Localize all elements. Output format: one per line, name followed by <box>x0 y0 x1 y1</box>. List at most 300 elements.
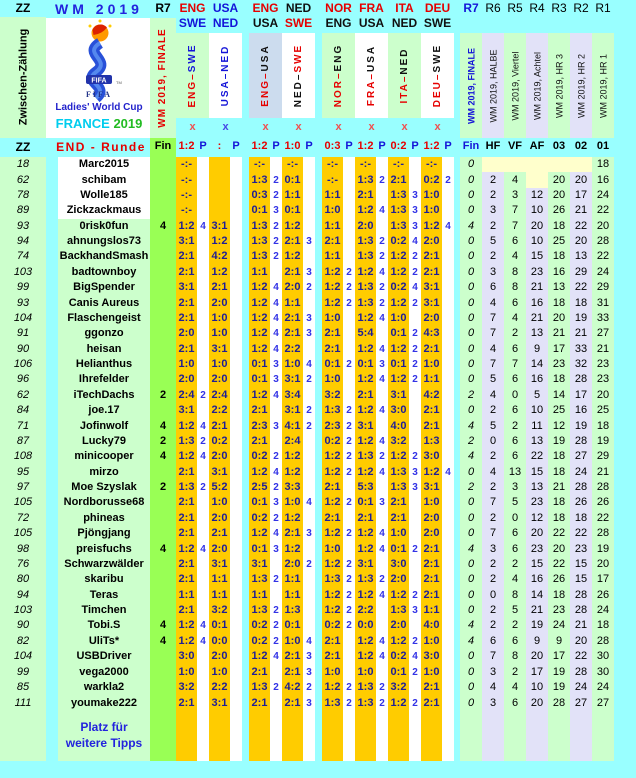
margin-cell <box>614 465 636 480</box>
points-cell <box>197 572 209 587</box>
points-cell <box>376 157 388 172</box>
tip-cell: 1:3 <box>388 219 409 234</box>
round-score-cell: 16 <box>526 372 548 387</box>
tip-cell: 0:2 <box>249 449 270 464</box>
points-stripe <box>303 711 315 761</box>
round-score-cell: 22 <box>570 280 592 295</box>
table-row <box>0 511 636 526</box>
fin-right-cell: 0 <box>460 695 482 711</box>
fin-right-cell: 0 <box>460 557 482 572</box>
player-name-cell: mirzo <box>58 465 150 480</box>
points-cell <box>442 449 454 464</box>
points-cell: 4 <box>409 280 421 295</box>
end-row-fin-label: Fin <box>154 140 172 152</box>
tip-cell <box>209 188 230 203</box>
tip-cell: 1:2 <box>421 465 442 480</box>
round-score-cell: 14 <box>548 388 570 403</box>
round-score-cell: 20 <box>570 172 592 187</box>
gap-cell <box>315 634 322 649</box>
table-row <box>0 157 636 172</box>
round-score-cell <box>482 157 504 172</box>
tip-cell: 1:2 <box>355 403 376 418</box>
points-cell <box>343 342 355 357</box>
match-home-label: NED <box>285 1 312 15</box>
tip-cell: 1:2 <box>176 219 197 234</box>
points-cell <box>230 265 242 280</box>
match-result: 1:2 <box>251 140 268 152</box>
zz-cell: 94 <box>0 588 46 603</box>
tip-cell: 1:3 <box>388 188 409 203</box>
tip-cell: 3:0 <box>176 649 197 664</box>
sidebar-rotated-label: Zwischen-Zählung <box>17 28 30 126</box>
match-home-label: ENG <box>179 1 206 15</box>
tip-cell: 3:4 <box>282 388 303 403</box>
tip-cell: 1:0 <box>209 495 230 510</box>
points-cell: 2 <box>270 634 282 649</box>
tip-cell: 2:0 <box>388 572 409 587</box>
match-rotated-home: ITA– <box>399 74 410 104</box>
points-cell <box>230 680 242 695</box>
tip-stripe <box>249 711 270 761</box>
fin-right-cell: 0 <box>460 249 482 264</box>
round-score-cell: 4 <box>482 388 504 403</box>
points-cell <box>270 434 282 449</box>
zz-cell: 91 <box>0 326 46 341</box>
tip-cell: 1:1 <box>249 588 270 603</box>
tip-cell: 2:1 <box>421 541 442 556</box>
points-cell <box>409 526 421 541</box>
zz-cell: 95 <box>0 465 46 480</box>
tip-cell: 2:1 <box>282 311 303 326</box>
gap-cell <box>46 526 58 541</box>
table-row <box>0 695 636 711</box>
gap-cell <box>46 603 58 618</box>
round-score-cell: 6 <box>504 634 526 649</box>
tip-cell: 2:0 <box>282 557 303 572</box>
points-cell <box>442 249 454 264</box>
points-cell <box>230 649 242 664</box>
round-score-cell: 29 <box>570 265 592 280</box>
round-score-cell: 6 <box>504 541 526 556</box>
round-label: R6 <box>485 1 501 15</box>
points-cell <box>376 188 388 203</box>
points-cell <box>230 465 242 480</box>
points-cell <box>442 695 454 711</box>
round-score-cell: 13 <box>570 249 592 264</box>
round-head: 03 <box>552 140 566 152</box>
tip-cell: 1:3 <box>355 280 376 295</box>
tip-cell: 3:2 <box>176 680 197 695</box>
zz-cell: 94 <box>0 234 46 249</box>
zz-column-header: ZZ <box>15 1 31 15</box>
fin-left-cell <box>150 680 176 695</box>
points-cell: 4 <box>197 541 209 556</box>
points-cell <box>303 172 315 187</box>
tip-cell: 1:2 <box>388 449 409 464</box>
points-cell: 4 <box>409 234 421 249</box>
tip-cell: 1:2 <box>282 249 303 264</box>
gap-cell <box>242 234 249 249</box>
fin-right-cell: 2 <box>460 434 482 449</box>
gap-cell <box>242 295 249 310</box>
round-score-cell: 18 <box>548 511 570 526</box>
round-score-cell: 28 <box>570 480 592 495</box>
round-score-cell <box>504 157 526 172</box>
points-cell: 2 <box>343 680 355 695</box>
match-x-mark: x <box>222 121 229 133</box>
tip-cell: 1:2 <box>355 434 376 449</box>
tip-cell: 0:1 <box>282 172 303 187</box>
tip-cell: 2:1 <box>249 434 270 449</box>
margin-cell <box>614 172 636 187</box>
round-score-cell: 8 <box>504 280 526 295</box>
fin-left-cell <box>150 588 176 603</box>
points-cell: 4 <box>270 342 282 357</box>
points-cell <box>197 265 209 280</box>
round-score-cell: 14 <box>526 357 548 372</box>
gap-cell <box>315 157 322 172</box>
tip-cell: 1:0 <box>388 526 409 541</box>
table-row <box>0 219 636 234</box>
tournament-logo <box>46 18 152 138</box>
points-cell: 4 <box>376 465 388 480</box>
gap-cell <box>46 372 58 387</box>
margin-cell <box>614 495 636 510</box>
gap-cell <box>242 418 249 433</box>
gap-cell <box>315 203 322 218</box>
round-score-cell <box>548 157 570 172</box>
tip-cell: 2:1 <box>388 172 409 187</box>
fin-right-cell: 0 <box>460 342 482 357</box>
points-cell <box>197 603 209 618</box>
table-row <box>0 680 636 695</box>
round-score-cell: 6 <box>504 526 526 541</box>
zz-cell: 105 <box>0 495 46 510</box>
fin-right-cell: 0 <box>460 588 482 603</box>
tip-cell: 1:2 <box>322 603 343 618</box>
points-cell <box>303 572 315 587</box>
points-cell <box>343 311 355 326</box>
tip-cell: 2:1 <box>176 249 197 264</box>
player-name-cell: iTechDachs <box>58 388 150 403</box>
gap-cell <box>46 649 58 664</box>
round-score-cell: 19 <box>570 311 592 326</box>
points-cell <box>442 234 454 249</box>
tip-cell: 1:2 <box>388 249 409 264</box>
round-score-cell: 23 <box>548 357 570 372</box>
tip-cell: 3:1 <box>355 418 376 433</box>
round-score-cell: 21 <box>570 203 592 218</box>
tip-cell: 2:1 <box>176 495 197 510</box>
gap-cell <box>315 188 322 203</box>
player-name-cell: schibam <box>58 172 150 187</box>
points-cell <box>303 388 315 403</box>
points-cell: 4 <box>270 280 282 295</box>
round-score-cell: 4 <box>504 572 526 587</box>
gap-cell <box>315 388 322 403</box>
tip-cell: 0:1 <box>249 372 270 387</box>
zz-cell: 62 <box>0 388 46 403</box>
table-row <box>0 326 636 341</box>
table-row <box>0 188 636 203</box>
tip-cell: 1:1 <box>249 265 270 280</box>
points-cell <box>376 557 388 572</box>
round-score-cell: 24 <box>592 188 614 203</box>
points-cell: 2 <box>343 495 355 510</box>
round-score-cell: 0 <box>482 588 504 603</box>
gap-cell <box>315 588 322 603</box>
gap-cell <box>46 680 58 695</box>
round-score-cell: 9 <box>526 342 548 357</box>
fin-right-cell: 0 <box>460 172 482 187</box>
points-cell <box>230 234 242 249</box>
player-name-cell: Wolle185 <box>58 188 150 203</box>
gap-cell <box>315 495 322 510</box>
round-score-cell: 18 <box>548 449 570 464</box>
round-score-cell: 5 <box>504 603 526 618</box>
player-name-cell: ahnungslos73 <box>58 234 150 249</box>
tip-cell: 1:2 <box>322 280 343 295</box>
points-cell: 3 <box>270 541 282 556</box>
tip-cell: 1:3 <box>355 449 376 464</box>
points-cell <box>197 495 209 510</box>
tip-cell: 0:2 <box>209 434 230 449</box>
round-score-cell: 0 <box>504 388 526 403</box>
table-row <box>0 557 636 572</box>
fin-left-cell <box>150 234 176 249</box>
round-rotated-label: WM 2019, HALBE <box>488 48 498 123</box>
margin-cell <box>614 311 636 326</box>
points-cell <box>270 157 282 172</box>
tip-cell: 3:3 <box>282 480 303 495</box>
margin-cell <box>614 295 636 310</box>
round-score-cell: 29 <box>592 280 614 295</box>
tip-cell: 1:0 <box>421 634 442 649</box>
match-result: 1:2 <box>178 140 195 152</box>
match-x-mark: x <box>368 121 375 133</box>
tip-cell: 2:0 <box>209 541 230 556</box>
gap-cell <box>242 680 249 695</box>
round-rotated-label: WM 2019, FINALE <box>466 47 476 124</box>
tip-cell: 3:1 <box>176 234 197 249</box>
gap-cell <box>46 572 58 587</box>
page-title: WM 2019 <box>55 1 143 17</box>
points-cell: 2 <box>270 603 282 618</box>
tip-cell: 2:1 <box>176 342 197 357</box>
table-row <box>0 588 636 603</box>
points-cell: 2 <box>343 280 355 295</box>
round-score-cell: 28 <box>570 603 592 618</box>
round-score-cell: 3 <box>482 265 504 280</box>
fin-left-cell: 4 <box>150 219 176 234</box>
round-score-cell: 5 <box>504 495 526 510</box>
tip-cell: 1:2 <box>388 342 409 357</box>
zz-cell: 104 <box>0 311 46 326</box>
tip-cell: 3:1 <box>176 280 197 295</box>
tip-cell: 1:1 <box>176 588 197 603</box>
tip-cell: 2:1 <box>209 280 230 295</box>
tip-cell: 2:1 <box>282 649 303 664</box>
gap-cell <box>242 372 249 387</box>
points-cell: 4 <box>376 372 388 387</box>
tip-cell: 1:3 <box>388 203 409 218</box>
gap-cell <box>46 495 58 510</box>
points-cell: 3 <box>409 465 421 480</box>
tip-cell: 1:3 <box>388 603 409 618</box>
points-cell <box>442 342 454 357</box>
tip-cell: 2:1 <box>282 265 303 280</box>
logo-subtitle: Ladies' World Cup <box>55 102 143 113</box>
points-cell <box>230 357 242 372</box>
tip-cell: 0:0 <box>355 618 376 633</box>
match-rotated-home: NOR– <box>333 71 344 108</box>
round-score-cell: 23 <box>526 265 548 280</box>
tip-cell: 1:2 <box>355 265 376 280</box>
tip-cell: 1:3 <box>176 434 197 449</box>
tip-cell: 3:1 <box>209 695 230 711</box>
tip-cell: 4:2 <box>209 249 230 264</box>
points-cell <box>409 557 421 572</box>
tip-cell: 3:0 <box>421 649 442 664</box>
tip-cell: 1:2 <box>209 234 230 249</box>
points-cell <box>270 265 282 280</box>
round-score-cell: 13 <box>526 434 548 449</box>
match-rotated-home: DEU– <box>432 72 443 108</box>
fin-right-cell: 0 <box>460 188 482 203</box>
tip-cell: 1:2 <box>388 372 409 387</box>
tip-cell: 2:0 <box>176 372 197 387</box>
round-score-cell: 22 <box>570 649 592 664</box>
tip-cell: 1:2 <box>322 465 343 480</box>
gap-cell <box>242 157 249 172</box>
round-rotated-label: WM 2019, HR 3 <box>554 53 564 118</box>
tip-cell: 0:1 <box>249 541 270 556</box>
tip-cell <box>209 157 230 172</box>
points-cell <box>197 342 209 357</box>
tip-cell: 1:2 <box>176 541 197 556</box>
fin-right-cell: 0 <box>460 465 482 480</box>
zz-cell: 97 <box>0 480 46 495</box>
points-cell <box>230 203 242 218</box>
round-score-cell: 4 <box>482 342 504 357</box>
points-cell <box>230 342 242 357</box>
tip-cell: 1:0 <box>209 311 230 326</box>
points-cell <box>230 572 242 587</box>
match-rotated-home: NED– <box>293 72 304 108</box>
zz-cell: 99 <box>0 664 46 679</box>
points-cell <box>442 495 454 510</box>
points-cell <box>343 649 355 664</box>
round-score-cell: 24 <box>592 680 614 695</box>
points-cell <box>442 326 454 341</box>
tip-cell: 2:0 <box>209 295 230 310</box>
margin-cell <box>614 695 636 711</box>
gap-cell <box>242 280 249 295</box>
zz-cell: 72 <box>0 511 46 526</box>
match-x-mark: x <box>434 121 441 133</box>
round-score-cell: 19 <box>592 434 614 449</box>
round-score-cell: 16 <box>592 172 614 187</box>
points-cell: 2 <box>343 449 355 464</box>
match-rotated-home: FRA– <box>366 72 377 107</box>
round-score-cell: 25 <box>592 403 614 418</box>
tip-cell: 1:0 <box>388 311 409 326</box>
round-score-cell: 21 <box>548 326 570 341</box>
points-cell <box>376 326 388 341</box>
tip-cell: -:- <box>176 157 197 172</box>
round-score-cell: 7 <box>482 649 504 664</box>
placeholder-area <box>0 711 636 761</box>
points-cell: 4 <box>442 465 454 480</box>
round-score-cell: 13 <box>526 326 548 341</box>
gap-cell <box>46 219 58 234</box>
tip-cell <box>209 203 230 218</box>
round-score-cell: 21 <box>570 326 592 341</box>
points-cell: 4 <box>270 526 282 541</box>
round-score-cell: 25 <box>548 234 570 249</box>
tip-cell: 0:0 <box>209 634 230 649</box>
points-cell <box>197 695 209 711</box>
round-score-cell: 26 <box>548 203 570 218</box>
round-score-cell: 21 <box>570 618 592 633</box>
match-points-header: P <box>199 140 207 152</box>
round-score-cell: 27 <box>570 695 592 711</box>
gap-cell <box>315 372 322 387</box>
margin-cell <box>614 342 636 357</box>
tip-cell: 1:2 <box>282 449 303 464</box>
tip-cell: 1:2 <box>388 634 409 649</box>
round-score-cell: 23 <box>526 541 548 556</box>
points-cell <box>230 418 242 433</box>
tip-cell: 0:2 <box>322 618 343 633</box>
tip-cell: 0:1 <box>282 203 303 218</box>
points-cell <box>197 465 209 480</box>
table-row <box>0 572 636 587</box>
round-score-cell: 21 <box>548 480 570 495</box>
end-row-title: END - Runde <box>56 140 146 154</box>
table-row <box>0 465 636 480</box>
fin-left-cell <box>150 295 176 310</box>
tip-cell: 2:1 <box>355 388 376 403</box>
fin-right-cell: 0 <box>460 495 482 510</box>
gap-cell <box>46 203 58 218</box>
gap-cell <box>46 188 58 203</box>
round-score-cell: 21 <box>526 280 548 295</box>
tip-cell: 3:2 <box>388 434 409 449</box>
points-cell: 2 <box>376 680 388 695</box>
player-name-cell: USBDriver <box>58 649 150 664</box>
tip-cell: 1:2 <box>355 311 376 326</box>
gap-cell <box>46 249 58 264</box>
round-score-cell: 28 <box>570 434 592 449</box>
round-score-cell: 10 <box>526 403 548 418</box>
fin-right-cell: 0 <box>460 357 482 372</box>
points-cell <box>343 172 355 187</box>
round-score-cell: 4 <box>504 680 526 695</box>
table-row <box>0 418 636 433</box>
round-rotated-label: WM 2019, HR 1 <box>598 53 608 118</box>
points-cell: 2 <box>270 618 282 633</box>
tip-cell: 2:1 <box>322 234 343 249</box>
tip-cell: 1:1 <box>282 295 303 310</box>
tip-cell: 1:2 <box>176 634 197 649</box>
points-cell: 4 <box>270 311 282 326</box>
tip-cell: 2:1 <box>322 342 343 357</box>
round-score-cell: 2 <box>504 326 526 341</box>
match-rotated-away: SWE <box>432 43 443 73</box>
points-cell: 4 <box>376 526 388 541</box>
tip-cell: 1:2 <box>322 680 343 695</box>
